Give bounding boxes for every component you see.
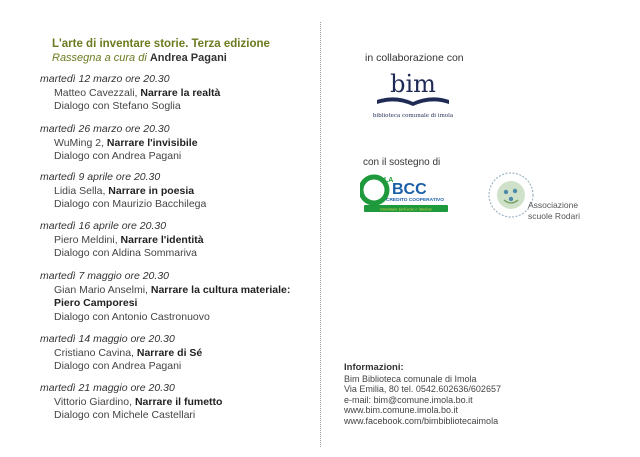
- event-topic: Narrare la realtà: [140, 86, 221, 99]
- bcc-subtitle: CREDITO COOPERATIVO: [386, 198, 444, 203]
- bcc-logo: [360, 170, 450, 218]
- bim-logo-text: bim: [390, 70, 436, 98]
- event-date: martedì 26 marzo ore 20.30: [40, 123, 170, 135]
- event-speaker: Gian Mario Anselmi,: [54, 283, 148, 296]
- event-date: martedì 16 aprile ore 20.30: [40, 220, 167, 232]
- event-item: [40, 270, 290, 324]
- info-website: www.bim.comune.imola.bo.it: [344, 405, 459, 415]
- event-dialogue: Dialogo con Andrea Pagani: [54, 360, 182, 372]
- curator-name: Andrea Pagani: [149, 52, 227, 64]
- event-item: [40, 220, 204, 261]
- info-line: Via Emilia, 80 tel. 0542.602636/602657: [344, 384, 501, 394]
- event-topic: Narrare di Sé: [136, 346, 203, 359]
- bcc-la: LA: [384, 177, 394, 184]
- event-date: martedì 14 maggio ore 20.30: [40, 333, 175, 345]
- event-speaker-line: [40, 284, 290, 298]
- program-subtitle: [52, 52, 227, 64]
- event-speaker: Lidia Sella,: [54, 184, 106, 197]
- event-speaker: Vittorio Giardino,: [54, 395, 133, 408]
- support-label: con il sostegno di: [363, 157, 441, 168]
- event-dialogue: Dialogo con Michele Castellari: [54, 409, 196, 421]
- event-item: [40, 73, 220, 114]
- event-item: [40, 171, 206, 212]
- event-item: [40, 382, 222, 423]
- contact-info: [344, 363, 501, 426]
- event-speaker-line: [40, 347, 202, 361]
- event-dialogue: Dialogo con Andrea Pagani: [54, 150, 182, 162]
- event-speaker-line: [40, 185, 206, 199]
- event-date: martedì 9 aprile ore 20.30: [40, 171, 161, 183]
- event-dialogue: Dialogo con Antonio Castronuovo: [54, 310, 210, 323]
- rodari-label: Associazione scuole Rodari: [528, 200, 580, 221]
- subtitle-prefix: Rassegna a cura di: [52, 52, 147, 64]
- book-icon: [377, 97, 449, 106]
- event-item: [40, 333, 202, 374]
- info-email: e-mail: bim@comune.imola.bo.it: [344, 394, 473, 405]
- program-title: L'arte di inventare storie. Terza edizione: [52, 38, 270, 50]
- info-facebook: www.facebook.com/bimbibliotecaimola: [344, 415, 499, 426]
- event-dialogue: Dialogo con Stefano Soglia: [54, 100, 181, 112]
- event-dialogue: Dialogo con Aldina Sommariva: [54, 247, 197, 259]
- event-date: martedì 21 maggio ore 20.30: [40, 382, 175, 394]
- event-topic-continued: Piero Camporesi: [54, 297, 138, 309]
- bim-logo: [363, 64, 463, 124]
- event-topic: Narrare la cultura materiale:: [150, 283, 291, 296]
- bcc-tagline: ravennate forlivese e imolese: [379, 206, 433, 212]
- info-line: Bim Biblioteca comunale di Imola: [344, 373, 477, 384]
- event-item: [40, 123, 198, 164]
- event-topic: Narrare in poesia: [108, 184, 195, 197]
- event-date: martedì 7 maggio ore 20.30: [40, 270, 169, 282]
- event-topic: Narrare il fumetto: [134, 395, 223, 408]
- event-speaker: WuMing 2,: [54, 136, 104, 149]
- event-speaker-line: [40, 137, 198, 151]
- event-speaker-line: [40, 396, 222, 410]
- event-speaker: Piero Meldini,: [54, 233, 118, 246]
- fold-divider: [320, 22, 321, 447]
- event-speaker: Cristiano Cavina,: [54, 346, 134, 359]
- collaboration-label: in collaborazione con: [365, 52, 464, 64]
- globe-icon: [497, 181, 525, 209]
- event-speaker-line: [40, 87, 220, 101]
- event-dialogue: Dialogo con Maurizio Bacchilega: [54, 198, 207, 210]
- event-topic: Narrare l'invisibile: [106, 136, 198, 149]
- event-speaker: Matteo Cavezzali,: [54, 86, 138, 99]
- partners-panel: [330, 0, 640, 457]
- bcc-name: BCC: [392, 181, 427, 198]
- event-speaker-line: [40, 234, 204, 248]
- info-heading: Informazioni:: [344, 362, 404, 373]
- event-topic: Narrare l'identità: [120, 233, 204, 246]
- bim-logo-subtitle: biblioteca comunale di imola: [372, 113, 454, 119]
- event-date: martedì 12 marzo ore 20.30: [40, 73, 170, 85]
